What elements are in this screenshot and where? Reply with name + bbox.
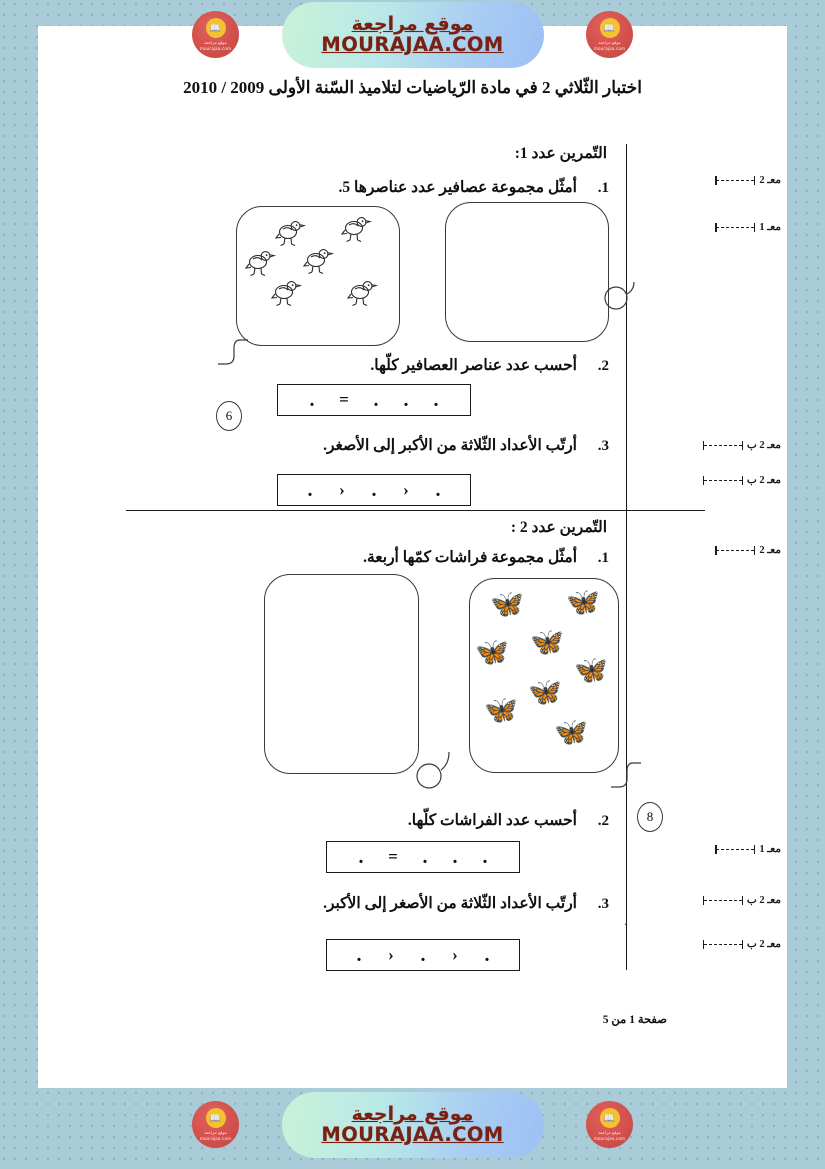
answer-dot: . (373, 389, 379, 411)
margin-note-bar-icon (703, 441, 743, 450)
margin-note-bar-icon (715, 223, 755, 232)
exercise-1-sum-answer-box[interactable] (277, 384, 471, 416)
question-number: 3. (597, 438, 609, 454)
butterfly-icon: 🦋 (490, 589, 524, 619)
answer-dot: . (433, 389, 439, 411)
butterfly-icon: 🦋 (574, 655, 608, 685)
answer-dot: . (482, 846, 488, 868)
butterflies-empty-group-box[interactable] (264, 574, 419, 774)
margin-note-label: معـ 2 ب (746, 475, 781, 486)
butterfly-icon: 🦋 (475, 637, 509, 667)
butterfly-icon: 🦋 (554, 717, 588, 747)
answer-operator: ‹ (388, 945, 394, 964)
question-number: 1. (597, 180, 609, 196)
margin-note-ex2-b (715, 843, 781, 855)
watermark-banner-inner (180, 0, 645, 70)
butterflies-group-box (469, 578, 619, 773)
answer-dot: . (435, 479, 441, 501)
margin-note-label: معـ 2 ب (746, 895, 781, 906)
exercise-2-question-3 (323, 894, 609, 913)
exercise-2-question-1 (363, 548, 609, 567)
margin-note-bar-icon (703, 476, 743, 485)
book-icon: 📖 (206, 18, 226, 38)
book-icon: 📖 (600, 1108, 620, 1128)
bird-icon (275, 219, 309, 247)
answer-dot: . (452, 846, 458, 868)
birds-group-box (236, 206, 400, 346)
answer-dot: . (371, 479, 377, 501)
answer-operator: = (388, 847, 398, 866)
birds-count-tag (216, 401, 242, 431)
exercise-separator-line (126, 510, 705, 511)
butterfly-icon: 🦋 (530, 627, 564, 657)
watermark-url-bottom[interactable]: MOURAJAA.COM (321, 1122, 504, 1146)
exercise-1-question-1 (339, 178, 609, 197)
answer-dot: . (484, 944, 490, 966)
page-title: اختبار الثّلاثي 2 في مادة الرّياضيات لتلاميذ السّنة الأولى 2009 / 2010 (183, 78, 642, 97)
question-number: 2. (597, 813, 609, 829)
margin-note-bar-icon (715, 546, 755, 555)
margin-note-label: معـ 1 (759, 222, 781, 233)
birds-count-connector (196, 336, 254, 398)
bird-icon (347, 279, 381, 307)
exercise-1-question-3 (323, 436, 609, 455)
mourajaa-logo-icon-right (586, 11, 633, 58)
watermark-url-top[interactable]: MOURAJAA.COM (321, 32, 504, 56)
birds-empty-box-tail (600, 276, 642, 316)
exercise-2-heading: التّمرين عدد 2 : (510, 519, 607, 536)
question-text: أحسب عدد الفراشات كلّها. (407, 812, 577, 829)
butterfly-icon: 🦋 (566, 587, 600, 617)
logo-caption-left: موقع مراجعة mourajaa.com (199, 40, 232, 51)
exercise-2-sum-answer-box[interactable] (326, 841, 520, 873)
question-number: 1. (597, 550, 609, 566)
logo-caption-right: موقع مراجعة mourajaa.com (593, 40, 626, 51)
page-number-footer: صفحة 1 من 5 (602, 1014, 667, 1026)
question-text: أمثّل مجموعة عصافير عدد عناصرها 5. (338, 179, 577, 196)
margin-note-label: معـ 2 (759, 175, 781, 186)
watermark-banner-top (0, 0, 825, 70)
watermark-arabic-top: موقع مراجعة (351, 12, 474, 35)
margin-note-ex2-a (715, 544, 781, 556)
butterfly-icon: 🦋 (484, 695, 518, 725)
margin-note-ex1-a (715, 174, 781, 186)
answer-dot: . (307, 479, 313, 501)
margin-note-ex1-c (703, 439, 781, 451)
margin-note-label: معـ 2 (759, 545, 781, 556)
margin-note-ex1-b (715, 221, 781, 233)
butterflies-count-value: 8 (646, 809, 654, 824)
margin-note-bar-icon (715, 845, 755, 854)
answer-operator: ‹ (403, 480, 409, 499)
question-text: أرتّب الأعداد الثّلاثة من الأصغر إلى الأكبر. (323, 895, 577, 912)
margin-note-ex1-d (703, 474, 781, 486)
bird-icon (303, 247, 337, 275)
margin-note-label: معـ 2 ب (746, 440, 781, 451)
scanned-worksheet-page (38, 26, 787, 1088)
book-icon: 📖 (600, 18, 620, 38)
birds-count-value: 6 (225, 408, 233, 423)
watermark-text-top (321, 12, 504, 56)
butterflies-count-connector (601, 761, 647, 809)
question-text: أرتّب الأعداد الثّلاثة من الأكبر إلى الأصغر. (323, 437, 577, 454)
answer-operator: ‹ (339, 480, 345, 499)
question-text: أمثّل مجموعة فراشات كمّها أربعة. (363, 549, 577, 566)
book-icon: 📖 (206, 1108, 226, 1128)
margin-note-ex2-d (703, 938, 781, 950)
margin-note-bar-icon (703, 940, 743, 949)
mourajaa-logo-icon-left (192, 11, 239, 58)
exercise-1-question-2 (370, 356, 609, 375)
logo-caption-right: موقع مراجعة mourajaa.com (593, 1130, 626, 1141)
stray-scan-mark: . (624, 916, 627, 928)
butterfly-illustrations (470, 579, 618, 772)
bird-illustrations (237, 207, 399, 345)
exercise-2-order-answer-box[interactable] (326, 939, 520, 971)
answer-dot: . (422, 846, 428, 868)
answer-operator: ‹ (452, 945, 458, 964)
margin-note-label: معـ 1 (759, 844, 781, 855)
watermark-text-bottom (321, 1102, 504, 1146)
exercise-2-question-2 (408, 811, 609, 830)
bird-icon (245, 249, 279, 277)
answer-dot: . (403, 389, 409, 411)
bird-icon (271, 279, 305, 307)
question-text: أحسب عدد عناصر العصافير كلّها. (370, 357, 577, 374)
birds-empty-group-box[interactable] (445, 202, 609, 342)
mourajaa-logo-icon-right (586, 1101, 633, 1148)
butterflies-empty-box-tail (411, 744, 457, 794)
watermark-banner-inner (180, 1090, 645, 1160)
margin-rule-line (626, 144, 627, 970)
answer-dot: . (309, 389, 315, 411)
watermark-banner-bottom (0, 1090, 825, 1160)
margin-note-bar-icon (715, 176, 755, 185)
worksheet-sheet (38, 26, 787, 1088)
watermark-arabic-bottom: موقع مراجعة (351, 1102, 474, 1125)
bird-icon (341, 215, 375, 243)
margin-note-ex2-c (703, 894, 781, 906)
exercise-1-heading: التّمرين عدد 1: (514, 145, 607, 162)
margin-note-bar-icon (703, 896, 743, 905)
question-number: 2. (597, 358, 609, 374)
margin-note-label: معـ 2 ب (746, 939, 781, 950)
question-number: 3. (597, 896, 609, 912)
exercise-1-order-answer-box[interactable] (277, 474, 471, 506)
butterflies-count-tag (637, 802, 663, 832)
answer-dot: . (420, 944, 426, 966)
answer-dot: . (358, 846, 364, 868)
logo-caption-left: موقع مراجعة mourajaa.com (199, 1130, 232, 1141)
answer-operator: = (339, 390, 349, 409)
answer-dot: . (356, 944, 362, 966)
mourajaa-logo-icon-left (192, 1101, 239, 1148)
butterfly-icon: 🦋 (528, 677, 562, 707)
